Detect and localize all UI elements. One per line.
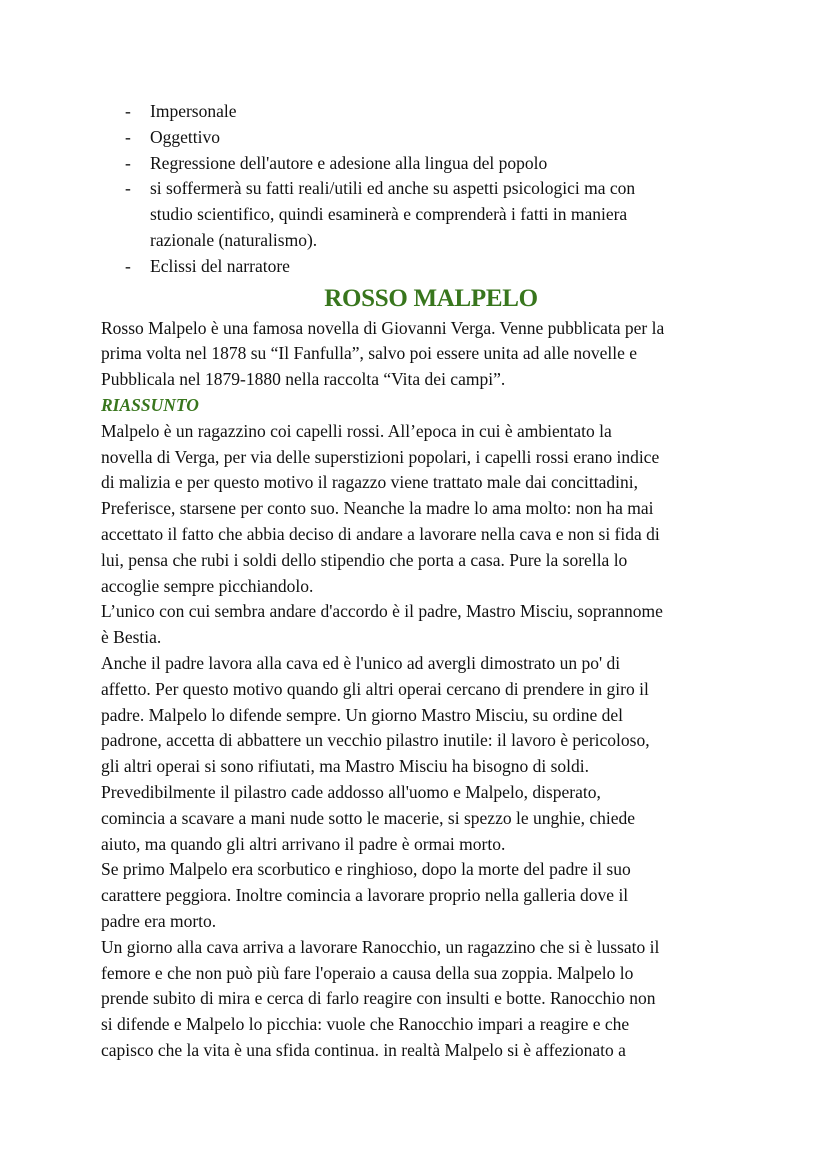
text-line: accettato il fatto che abbia deciso di andare a lavorare nella cava e non si fida di (101, 523, 660, 544)
list-item-text: razionale (naturalismo). (150, 229, 318, 250)
text-line: capisco che la vita è una sfida continua. in realtà Malpelo si è affezionato a (101, 1039, 626, 1060)
list-item (101, 125, 741, 151)
list-dash: - (125, 101, 131, 121)
intro-paragraph (101, 316, 741, 393)
text-line: Se primo Malpelo era scorbutico e ringhioso, dopo la morte del padre il suo (101, 859, 631, 880)
text-line: accoglie sempre picchiandolo. (101, 575, 314, 596)
list-item-text: studio scientifico, quindi esaminerà e comprenderà i fatti in maniera (150, 204, 628, 225)
text-line: lui, pensa che rubi i soldi dello stipendio che porta a casa. Pure la sorella lo (101, 549, 628, 570)
summary-body (101, 419, 741, 1064)
list-item (101, 254, 741, 280)
text-line: Preferisce, starsene per conto suo. Neanche la madre lo ama molto: non ha mai (101, 498, 654, 519)
list-dash: - (125, 126, 131, 147)
characteristics-list (101, 99, 741, 280)
text-line: comincia a scavare a mani nude sotto le macerie, si spezzo le unghie, chiede (101, 807, 636, 828)
text-line: Prevedibilmente il pilastro cade addosso all'uomo e Malpelo, disperato, (101, 781, 601, 802)
text-line: padrone, accetta di abbattere un vecchio pilastro inutile: il lavoro è pericoloso, (101, 730, 650, 751)
text-line: aiuto, ma quando gli altri arrivano il padre è ormai morto. (101, 833, 506, 854)
list-item-text: Oggettivo (150, 126, 220, 147)
text-line: padre era morto. (101, 910, 217, 931)
text-line: Malpelo è un ragazzino coi capelli rossi. All’epoca in cui è ambientato la (101, 420, 612, 441)
text-line: Rosso Malpelo è una famosa novella di Giovanni Verga. Venne pubblicata per la (101, 317, 665, 338)
text-line: carattere peggiora. Inoltre comincia a lavorare proprio nella galleria dove il (101, 885, 629, 906)
list-item-text: Eclissi del narratore (150, 255, 290, 276)
section-title: ROSSO MALPELO (324, 284, 538, 312)
list-item-text: Regressione dell'autore e adesione alla lingua del popolo (150, 152, 548, 173)
list-dash: - (125, 255, 131, 276)
text-line: Un giorno alla cava arriva a lavorare Ranocchio, un ragazzino che si è lussato il (101, 936, 660, 957)
list-item-text: si soffermerà su fatti reali/utili ed anche su aspetti psicologici ma con (150, 178, 636, 199)
list-item-text: Impersonale (150, 101, 237, 121)
text-line: di malizia e per questo motivo il ragazzo viene trattato male dai concittadini, (101, 472, 638, 493)
document-page (101, 99, 741, 1064)
text-line: prima volta nel 1878 su “Il Fanfulla”, salvo poi essere unita ad alle novelle e (101, 343, 638, 364)
text-line: Pubblicala nel 1879-1880 nella raccolta “Vita dei campi”. (101, 369, 506, 390)
text-line: novella di Verga, per via delle superstizioni popolari, i capelli rossi erano indice (101, 446, 660, 467)
text-line: padre. Malpelo lo difende sempre. Un giorno Mastro Misciu, su ordine del (101, 704, 623, 725)
list-item (101, 176, 741, 253)
list-item (101, 99, 741, 125)
text-line: prende subito di mira e cerca di farlo reagire con insulti e botte. Ranocchio non (101, 988, 656, 1009)
summary-heading: RIASSUNTO (101, 394, 199, 415)
text-line: L’unico con cui sembra andare d'accordo è il padre, Mastro Misciu, soprannome (101, 601, 663, 622)
list-dash: - (125, 178, 131, 199)
text-line: Anche il padre lavora alla cava ed è l'unico ad avergli dimostrato un po' di (101, 652, 621, 673)
text-line: femore e che non può più fare l'operaio a causa della sua zoppia. Malpelo lo (101, 962, 634, 983)
text-line: si difende e Malpelo lo picchia: vuole che Ranocchio impari a reagire e che (101, 1014, 630, 1035)
text-line: gli altri operai si sono rifiutati, ma Mastro Misciu ha bisogno di soldi. (101, 756, 590, 777)
list-item (101, 151, 741, 177)
text-line: è Bestia. (101, 627, 162, 648)
text-line: affetto. Per questo motivo quando gli altri operai cercano di prendere in giro il (101, 678, 649, 699)
list-dash: - (125, 152, 131, 173)
